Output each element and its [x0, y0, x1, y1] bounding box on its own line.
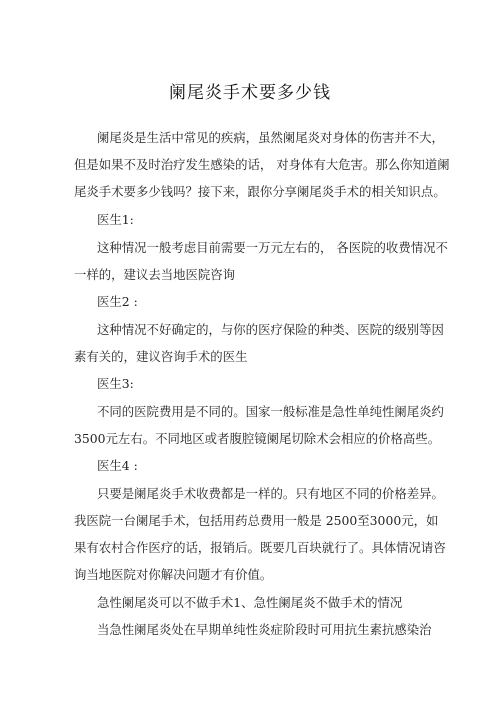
body-line: 这种情况一般考虑目前需要一万元左右的， 各医院的收费情况不: [97, 240, 448, 255]
body-line: 只要是阑尾炎手术收费都是一样的。只有地区不同的价格差异。: [97, 486, 444, 501]
doctor-heading: 医生1:: [97, 212, 134, 227]
body-line: 但是如果不及时治疗发生感染的话， 对身体有大危害。那么你知道阑: [74, 157, 450, 172]
body-line: 果有农村合作医疗的话，报销后。既要几百块就行了。具体情况请咨: [74, 540, 446, 555]
body-line: 阑尾炎是生活中常见的疾病，虽然阑尾炎对身体的伤害并不大，: [97, 130, 444, 145]
doctor-heading: 医生3:: [97, 376, 134, 391]
page-title: 阑尾炎手术要多少钱: [169, 83, 331, 103]
body-line: 当急性阑尾炎处在早期单纯性炎症阶段时可用抗生素抗感染治: [97, 622, 432, 637]
body-line: 尾炎手术要多少钱吗？接下来，跟你分享阑尾炎手术的相关知识点。: [74, 184, 446, 199]
body-line: 这种情况不好确定的，与你的医疗保险的种类、医院的级别等因: [97, 322, 444, 337]
body-line: 不同的医院费用是不同的。国家一般标准是急性单纯性阑尾炎约: [97, 404, 444, 419]
body-line: 素有关的，建议咨询手术的医生: [74, 349, 248, 364]
section-heading: 急性阑尾炎可以不做手术1、急性阑尾炎不做手术的情况: [97, 595, 403, 610]
body-line: 我医院一台阑尾手术，包括用药总费用一般是 2500至3000元，如: [74, 513, 439, 528]
body-line: 一样的，建议去当地医院咨询: [74, 267, 236, 282]
body-line: 3500元左右。不同地区或者腹腔镜阑尾切除术会相应的价格高些。: [74, 431, 441, 446]
doctor-heading: 医生4 :: [97, 458, 138, 473]
body-line: 询当地医院对你解决问题才有价值。: [74, 567, 273, 582]
doctor-heading: 医生2 :: [97, 294, 138, 309]
